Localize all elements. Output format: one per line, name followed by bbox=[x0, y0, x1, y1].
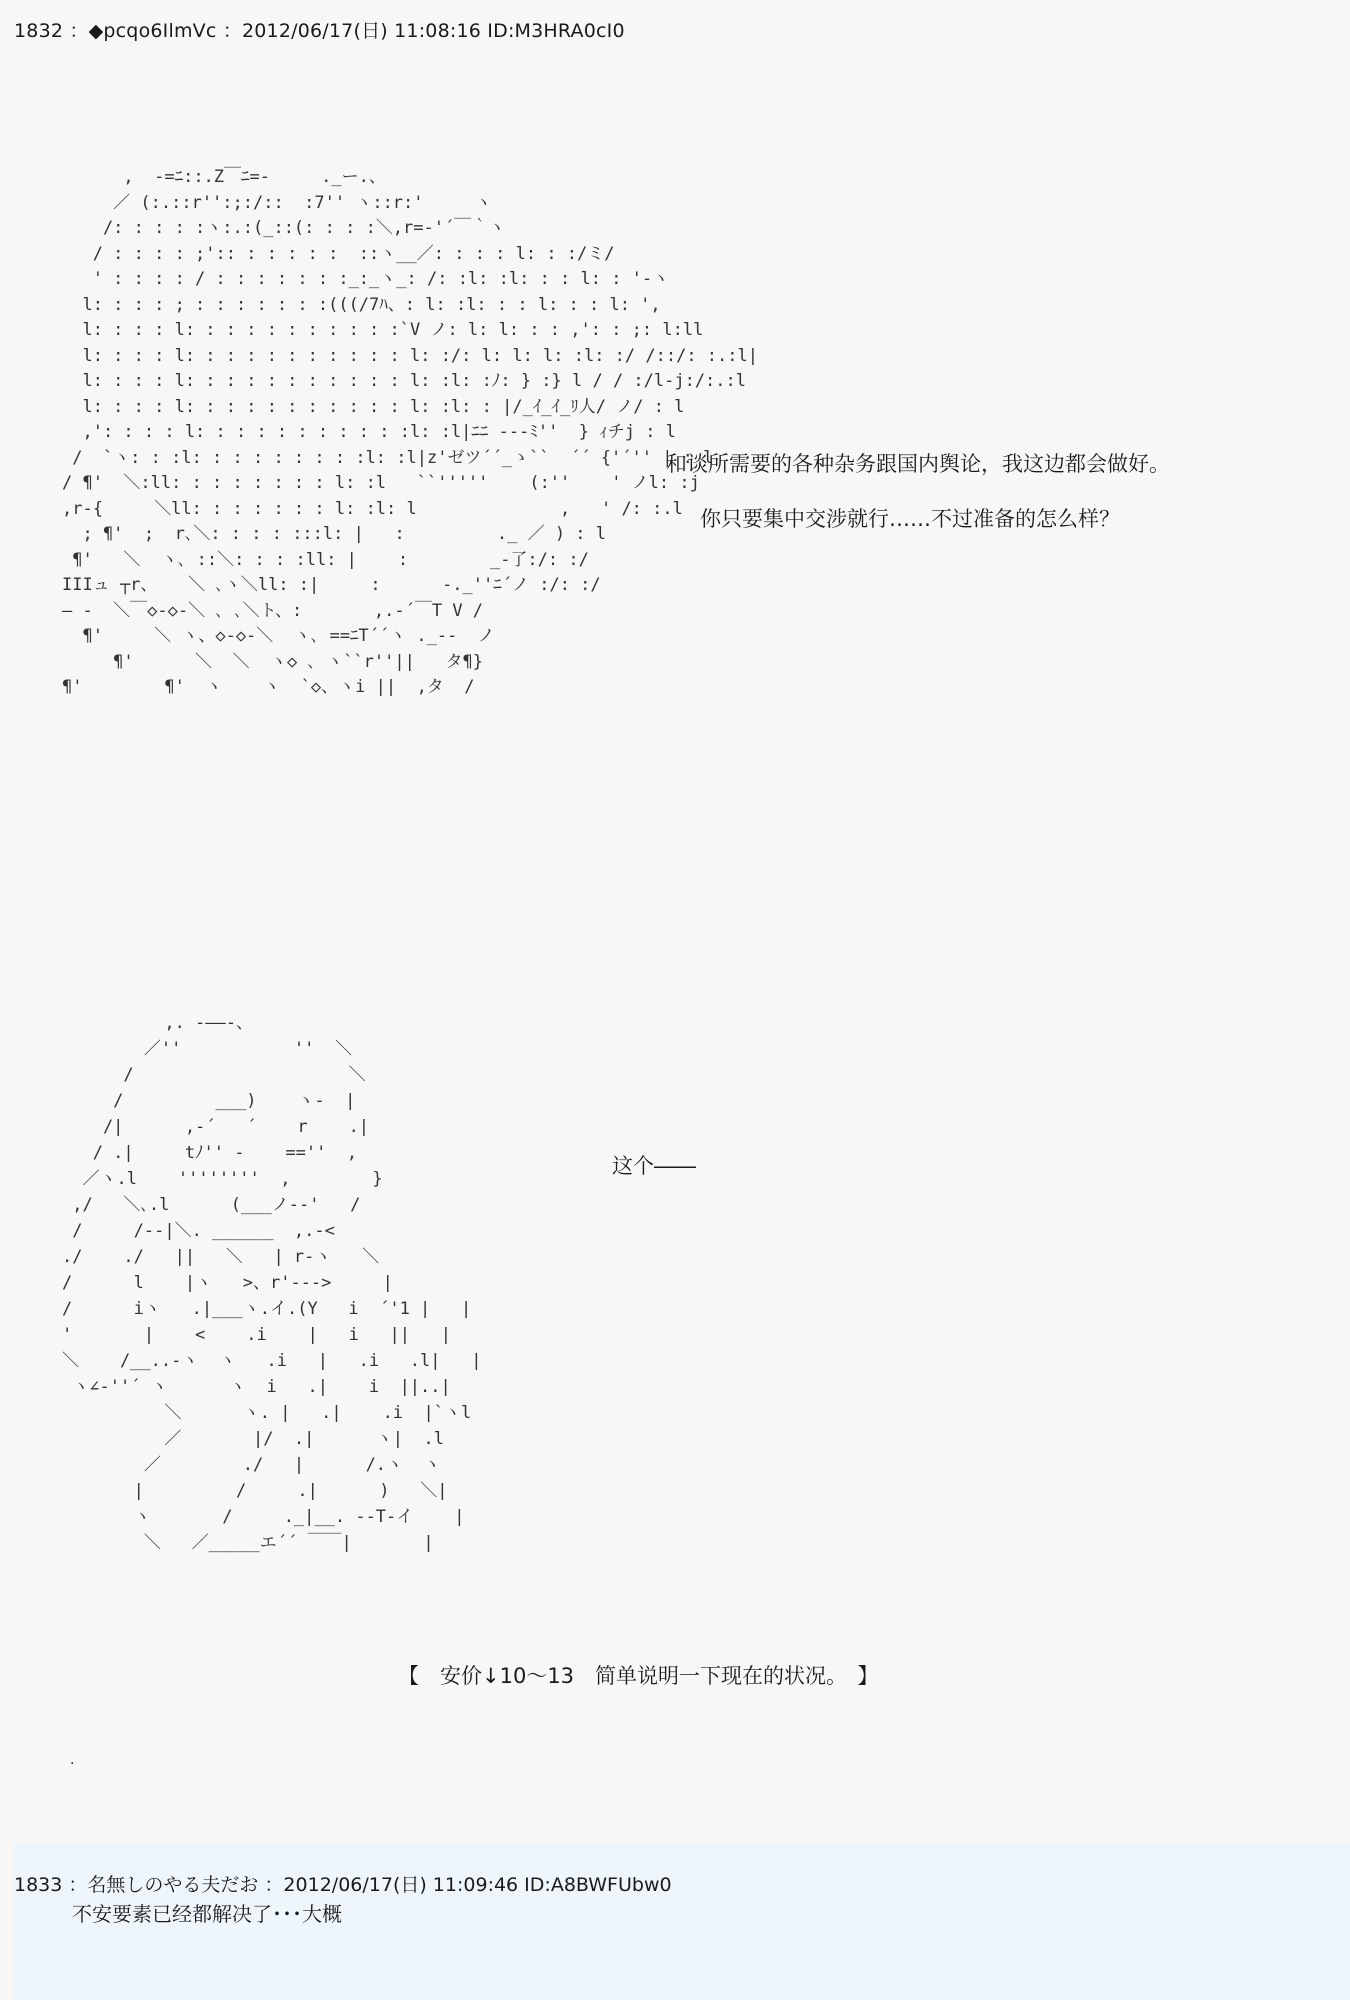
ascii-art-character-top: , -=ﾆ::.Z￣ﾆ=- ._ー.、 ／ (:.::r'':;:/:: :7'' ヽ::r:' ヽ /: : : : :ヽ:.:(_::(: : : :＼,r=-'´￣｀ヽ / : : : : ;':: : : : : : ::ヽ__／: : : : l: : :/ミ/ ' : : : : / : : : : : : :_:_ヽ_: /: :l: :l: : : l: : '-ヽ l: : : : ; : : : : : : :(((/7ﾊ、: l: :l: : : l: : : l: ', l: : : : l: : : : : : : : : : :`V ノ: l: l: : : ,': : ;: l:ll l: : : : l: : : : : : : : : : : l: :/: l: l: l: :l: :/ /::/: :.:l| l: : : : l: : : : : : : : : : : l: :l: :ﾉ: } :} l / / :/l-j:/:.:l l: : : : l: : : : : : : : : : : l: :l: : |/_ｲ_ｲ_ﾘ人/ ノ/ : l ,': : : : l: : : : : : : : : : :l: :l|ﾆﾆ ---ﾐ'' } ｨチj : l / `ヽ: : :l: : : : : : : : :l: :l|z'ゼツ´´_ゝ`` ´´ {'´'' | : l / ¶' ＼:ll: : : : : : : : l: :l ``''''' (:'' ' ノl: :j ,r-{ ＼ll: : : : : : : l: :l: l , ' /: :.l ; ¶' ; r､＼: : : : :::l: | : ._ ／ ) : l ¶' ＼ ヽ､ ::＼: : : :ll: | : _-了:/: :/ IIIュ ┬r、 ＼ ､ヽ＼ll: :| : -._''ﾆ´ノ :/: :/ ― - ＼￣◇-◇-＼ ､ ､＼ト、: ,.-´￣T V / ¶' ＼ ヽ、◇-◇-＼ ヽ､ ==ﾆT´´ヽ ._-- ノ ¶' ＼ ＼ ヽ◇ ､ ヽ``r''|| タ¶} ¶' ¶' ヽ ヽ `◇、ヽi || ,タ / bbox=[62, 167, 758, 697]
reply-post bbox=[14, 1842, 1350, 2000]
anchor-instruction: 【 安价↓10～13 简单说明一下现在的状况。 】 bbox=[398, 1664, 879, 1688]
post-body: 不安要素已经都解决了･･･大概 bbox=[72, 1902, 342, 1926]
dialog-line: 这个―― bbox=[612, 1154, 696, 1178]
stray-dot: . bbox=[70, 1752, 75, 1768]
dialog-line: 和谈所需要的各种杂务跟国内舆论，我这边都会做好。 bbox=[666, 452, 1170, 476]
ascii-art-character-bottom: ,. -――-、 ／'' '' ＼ / ＼ / ___) ヽ- | /| ,-´ ´ r .| / .| tﾉ'' ‐ =='' , ／ヽ.l '''''''' , } ,/ ＼､.l (___ノ--' / / /--|＼. ______ ,.-< ./ ./ || ＼ | r-ヽ ＼ / l |ヽ >、r'---> | / iヽ .|___ヽ.イ.(Y i ´'1 | | ' | < .i | i || | ＼ /__..-ヽ ヽ .i | .i .l| | ヽ∠-''´ ヽ ヽ i .| i ||..| ＼ ヽ. | .| .i |`ヽl ／ |/ .| ヽ| .l ／ ./ | /.ヽ ヽ | / .| ) ＼| ヽ / ._|__. --T-イ | ＼ ／_____エ´´ ￣￣| | bbox=[62, 1013, 482, 1553]
dialog-line: 你只要集中交涉就行……不过准备的怎么样？ bbox=[700, 507, 1120, 531]
post-header: 1832 ：◆pcqo6IlmVc ：2012/06/17(日) 11:08:16 ID:M3HRA0cI0 bbox=[14, 20, 625, 42]
post-header: 1833 ：名無しのやる夫だお ：2012/06/17(日) 11:09:46 ID:A8BWFUbw0 bbox=[14, 1874, 672, 1896]
